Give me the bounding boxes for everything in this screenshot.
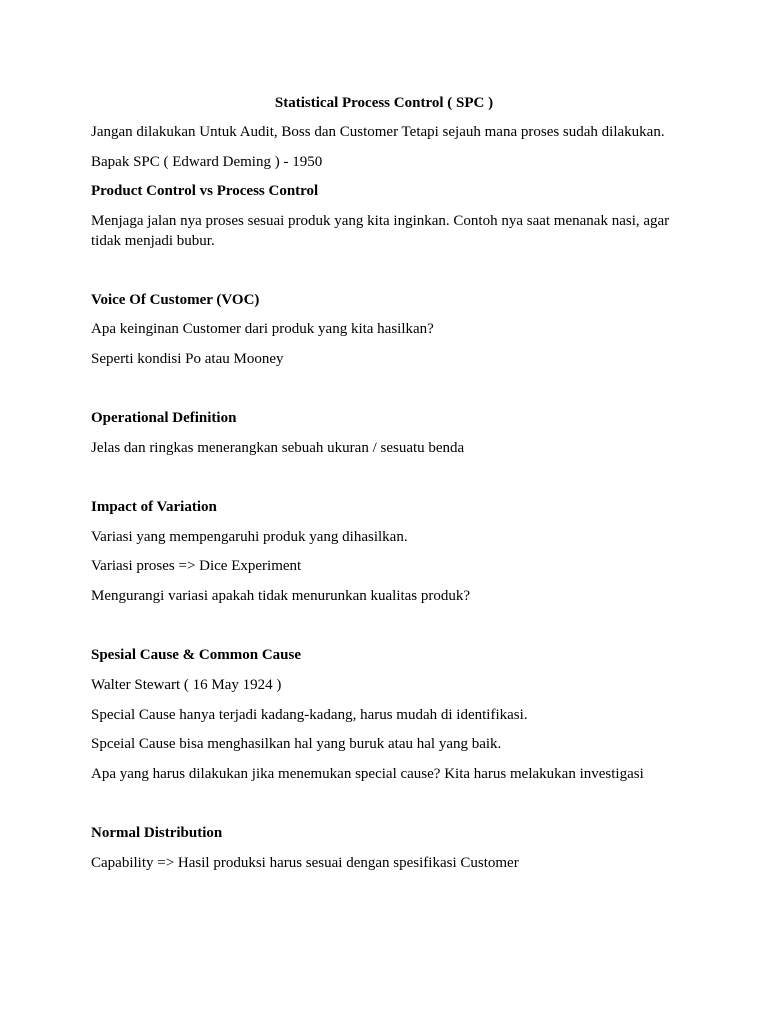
section-paragraph: Special Cause hanya terjadi kadang-kadang, harus mudah di identifikasi. <box>91 707 528 723</box>
section-paragraph: Apa yang harus dilakukan jika menemukan special cause? Kita harus melakukan investigasi <box>91 766 644 782</box>
section-heading-operational-definition: Operational Definition <box>91 410 237 426</box>
document-title: Statistical Process Control ( SPC ) <box>274 95 494 111</box>
section-paragraph: Mengurangi variasi apakah tidak menurunkan kualitas produk? <box>91 588 471 604</box>
intro-paragraph: Jangan dilakukan Untuk Audit, Boss dan Customer Tetapi sejauh mana proses sudah dilakukan. <box>91 124 665 140</box>
section-heading-normal-distribution: Normal Distribution <box>91 825 223 841</box>
section-heading-voc: Voice Of Customer (VOC) <box>91 292 260 308</box>
intro-paragraph: Bapak SPC ( Edward Deming ) - 1950 <box>91 154 323 170</box>
section-paragraph: Jelas dan ringkas menerangkan sebuah ukuran / sesuatu benda <box>91 440 465 456</box>
section-paragraph: Variasi yang mempengaruhi produk yang dihasilkan. <box>91 529 408 545</box>
section-paragraph: Spceial Cause bisa menghasilkan hal yang buruk atau hal yang baik. <box>91 736 502 752</box>
section-paragraph: Walter Stewart ( 16 May 1924 ) <box>91 677 282 693</box>
section-heading-impact-of-variation: Impact of Variation <box>91 499 217 515</box>
section-paragraph: Seperti kondisi Po atau Mooney <box>91 351 284 367</box>
section-paragraph: Menjaga jalan nya proses sesuai produk yang kita inginkan. Contoh nya saat menanak nasi, agar tidak menjadi bubur. <box>91 213 670 249</box>
section-heading-special-cause: Spesial Cause & Common Cause <box>91 647 302 663</box>
section-paragraph: Capability => Hasil produksi harus sesuai dengan spesifikasi Customer <box>91 855 519 871</box>
section-heading-product-control: Product Control vs Process Control <box>91 183 319 199</box>
section-paragraph: Apa keinginan Customer dari produk yang kita hasilkan? <box>91 321 434 337</box>
section-paragraph: Variasi proses => Dice Experiment <box>91 558 302 574</box>
